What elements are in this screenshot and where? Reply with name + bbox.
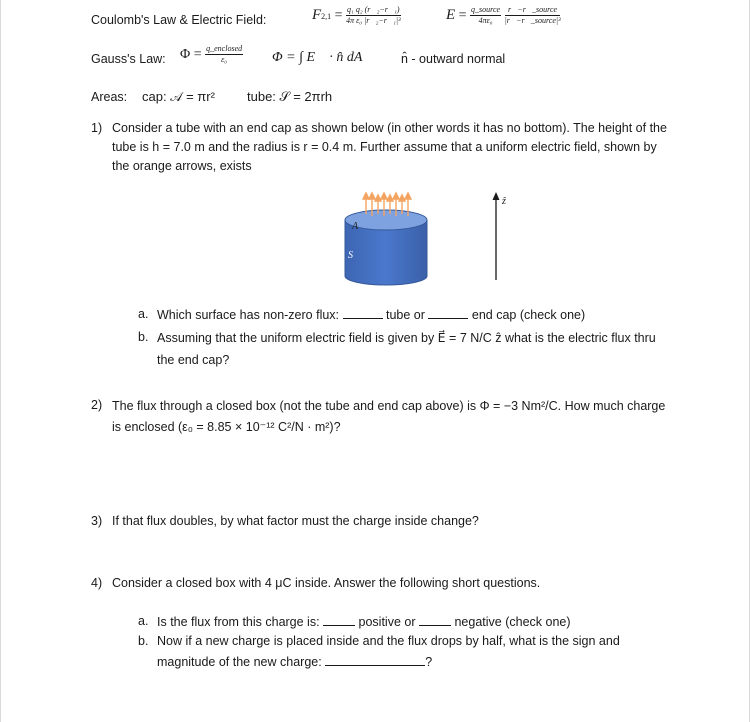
q4a-prompt: Is the flux from this charge is: bbox=[157, 615, 320, 629]
question-2-text: The flux through a closed box (not the tube and end cap above) is Φ = −3 Nm²/C. How much charge is enclosed (ε₀ = 8.85 × 10⁻¹² C²/N · m²)? bbox=[112, 399, 666, 434]
gauss-flux-formula: Φ = $\frac{\text{q\_enclosed}}{\text{ε₀}}$ bbox=[180, 44, 243, 64]
efield-formula: E = $\frac{\text{q\_source}}{\text{4πε₀}}$ $\frac{\text{r⃗−r⃗\_source}}{\text{|r⃗−r⃗\_source|³}}$ bbox=[446, 5, 561, 25]
z-axis bbox=[493, 192, 500, 280]
q4b-text bbox=[157, 631, 627, 673]
coulomb-force-formula: F2,1 = $\frac{\text{q₁ q₂ (r⃗₂−r⃗₁)}}{\text{4π ε₀ |r⃗₂−r⃗₁|³}}$ bbox=[312, 5, 401, 25]
force-fraction bbox=[346, 6, 401, 25]
gauss-denominator: ε₀ bbox=[221, 55, 228, 64]
q4b-prompt: Now if a new charge is placed inside and the flux drops by half, what is the sign and magnitude of the new charge: bbox=[157, 634, 620, 669]
efield-numerator-1: q_source bbox=[471, 5, 501, 14]
q1a-letter: a. bbox=[138, 307, 149, 321]
page-edge bbox=[0, 0, 1, 722]
q1a-line bbox=[157, 307, 585, 322]
page-edge bbox=[749, 0, 750, 722]
question-4-text: Consider a closed box with 4 μC inside. Answer the following short questions. bbox=[112, 576, 541, 590]
force-numerator: q₁ q₂ (r⃗₂−r⃗₁) bbox=[347, 5, 400, 14]
question-4-number: 4) bbox=[91, 576, 103, 590]
q1a-option-tube: tube or bbox=[386, 308, 425, 322]
tube-figure bbox=[330, 188, 530, 292]
q1a-option-cap: end cap (check one) bbox=[471, 308, 586, 322]
force-subscript: 2,1 bbox=[321, 11, 332, 21]
q1a-tube-blank[interactable] bbox=[343, 307, 383, 319]
q4b-tail: ? bbox=[425, 655, 433, 669]
q1a-cap-blank[interactable] bbox=[428, 307, 468, 319]
efield-numerator-2: r⃗−r⃗_source bbox=[505, 6, 561, 16]
gauss-fraction bbox=[205, 45, 243, 64]
question-3-text: If that flux doubles, by what factor must the charge inside change? bbox=[112, 514, 479, 528]
efield-symbol: E bbox=[446, 6, 456, 23]
z-axis-label: ẑ bbox=[502, 196, 506, 207]
gauss-numerator: q_enclosed bbox=[206, 44, 243, 53]
gauss-integral: Φ = ∫ E⃗ · n̂ dA bbox=[272, 50, 363, 65]
cap-area: cap: 𝒜 = πr² bbox=[142, 89, 215, 104]
q4a-letter: a. bbox=[138, 614, 149, 628]
efield-fraction-2 bbox=[505, 6, 561, 25]
tube-area: tube: 𝒮 = 2πrh bbox=[247, 89, 333, 104]
normal-note: n̂ - outward normal bbox=[401, 52, 506, 66]
cap-label: A bbox=[352, 221, 359, 232]
efield-denominator-2: |r⃗−r⃗_source|³ bbox=[504, 16, 561, 25]
q4b-answer-blank[interactable] bbox=[325, 654, 425, 666]
gauss-label: Gauss's Law: bbox=[91, 52, 166, 66]
q1a-prompt: Which surface has non-zero flux: bbox=[157, 308, 340, 322]
q4a-negative-blank[interactable] bbox=[419, 614, 451, 626]
question-1-number: 1) bbox=[91, 121, 103, 135]
areas-label: Areas: bbox=[91, 90, 128, 104]
q4a-line bbox=[157, 614, 571, 629]
coulomb-label: Coulomb's Law & Electric Field: bbox=[91, 13, 267, 27]
q1b-text: Assuming that the uniform electric field is given by E⃗ = 7 N/C ẑ what is the electric flux thru the end cap? bbox=[157, 331, 656, 367]
efield-denominator-1: 4πε₀ bbox=[478, 16, 493, 25]
q1b-letter: b. bbox=[138, 330, 149, 344]
q4a-positive-blank[interactable] bbox=[323, 614, 355, 626]
q4b-letter: b. bbox=[138, 634, 149, 648]
question-3-number: 3) bbox=[91, 514, 103, 528]
question-2-number: 2) bbox=[91, 398, 103, 412]
efield-fraction-1 bbox=[470, 6, 501, 25]
question-1-text: Consider a tube with an end cap as shown below (in other words it has no bottom). The height of the tube is h = 7.0 m and the radius is r = 0.4 m. Further assume that a uniform electric field, shown by the orange arrows, exists bbox=[112, 121, 667, 173]
force-symbol: F bbox=[312, 6, 322, 23]
force-denominator: 4π ε₀ |r⃗₂−r⃗₁|³ bbox=[346, 16, 401, 25]
tube-label: S bbox=[348, 250, 353, 261]
q4a-option-negative: negative (check one) bbox=[454, 615, 571, 629]
q4a-option-positive: positive or bbox=[358, 615, 416, 629]
